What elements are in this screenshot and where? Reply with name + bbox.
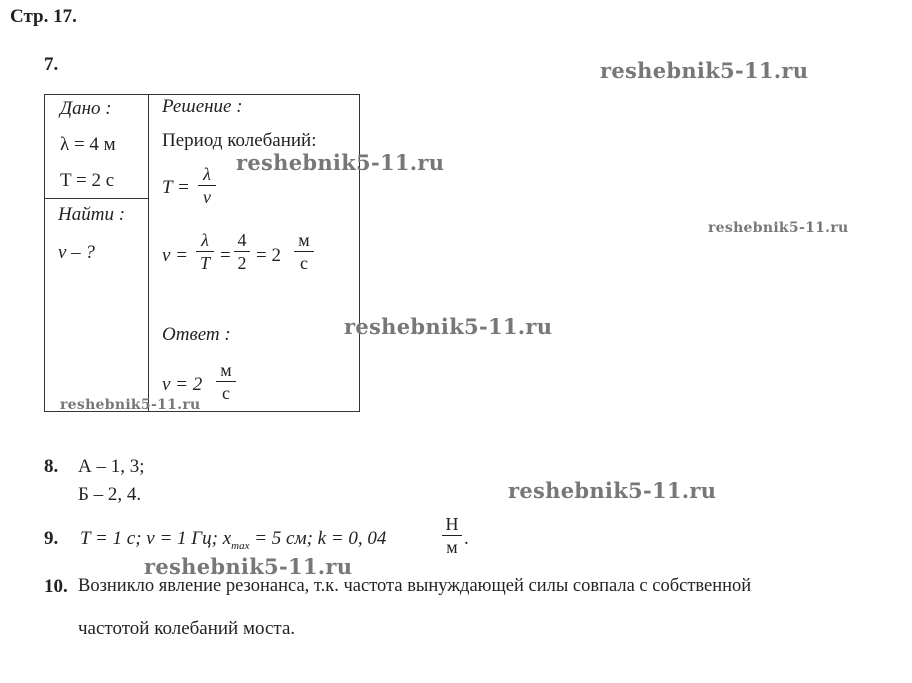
watermark: reshebnik5-11.ru [144, 554, 353, 579]
task-10-number: 10. [44, 576, 68, 597]
task-9-unit-numerator: Н [445, 514, 459, 534]
solution-heading: Решение : [162, 96, 243, 117]
task-9-text [80, 528, 386, 552]
task-9-unit [442, 514, 462, 557]
eq2-unit [294, 230, 314, 273]
watermark: reshebnik5-11.ru [344, 314, 553, 339]
task-9-text-part1: T = 1 с; ν = 1 Гц; x [80, 528, 232, 549]
period-label: Период колебаний: [162, 130, 317, 151]
watermark: reshebnik5-11.ru [236, 150, 445, 175]
eq2-fraction-1 [196, 230, 214, 273]
watermark: reshebnik5-11.ru [708, 220, 849, 236]
task-9-number: 9. [44, 528, 59, 549]
task-10-line-2: частотой колебаний моста. [78, 618, 296, 639]
watermark: reshebnik5-11.ru [508, 478, 717, 503]
find-heading: Найти : [58, 204, 126, 225]
eq1-fraction [198, 164, 216, 207]
eq2-unit-numerator: м [298, 230, 310, 250]
given-heading: Дано : [60, 98, 112, 119]
watermark: reshebnik5-11.ru [600, 58, 809, 83]
page-label: Стр. 17. [10, 6, 77, 27]
task-9-unit-denominator: м [446, 537, 458, 557]
eq2-denominator-1: T [199, 253, 210, 273]
answer-heading: Ответ : [162, 324, 231, 345]
table-divider-vertical [148, 94, 149, 412]
eq1-denominator: v [203, 187, 211, 207]
watermark: reshebnik5-11.ru [60, 397, 201, 413]
table-divider-horizontal [44, 198, 149, 199]
answer-unit [216, 360, 236, 403]
eq2-equals: = [220, 245, 231, 266]
task-9-period: . [464, 528, 469, 549]
task-9-text-part2: = 5 см; k = 0, 04 [249, 528, 387, 549]
eq2-numerator-1: λ [201, 230, 209, 250]
given-lambda: λ = 4 м [60, 134, 116, 155]
task-8-line-2: Б – 2, 4. [78, 484, 142, 505]
task-7-number: 7. [44, 54, 59, 75]
eq2-fraction-2 [234, 230, 250, 273]
eq2-denominator-2: 2 [237, 253, 247, 273]
answer-left: v = 2 [162, 374, 203, 395]
task-8-line-1: А – 1, 3; [78, 456, 145, 477]
given-period: T = 2 с [60, 170, 115, 191]
find-velocity: v – ? [58, 242, 95, 263]
task-10-line-1: Возникло явление резонанса, т.к. частота вынуждающей силы совпала с собственной [78, 576, 752, 596]
task-8-number: 8. [44, 456, 59, 477]
eq2-left: v = [162, 245, 189, 266]
answer-unit-numerator: м [220, 360, 232, 380]
answer-unit-denominator: с [222, 383, 230, 403]
task-9-subscript: max [231, 539, 250, 552]
eq2-unit-denominator: с [300, 253, 308, 273]
eq1-left: T = [162, 177, 190, 198]
eq2-numerator-2: 4 [237, 230, 247, 250]
eq1-numerator: λ [203, 164, 211, 184]
eq2-result: = 2 [256, 245, 281, 266]
